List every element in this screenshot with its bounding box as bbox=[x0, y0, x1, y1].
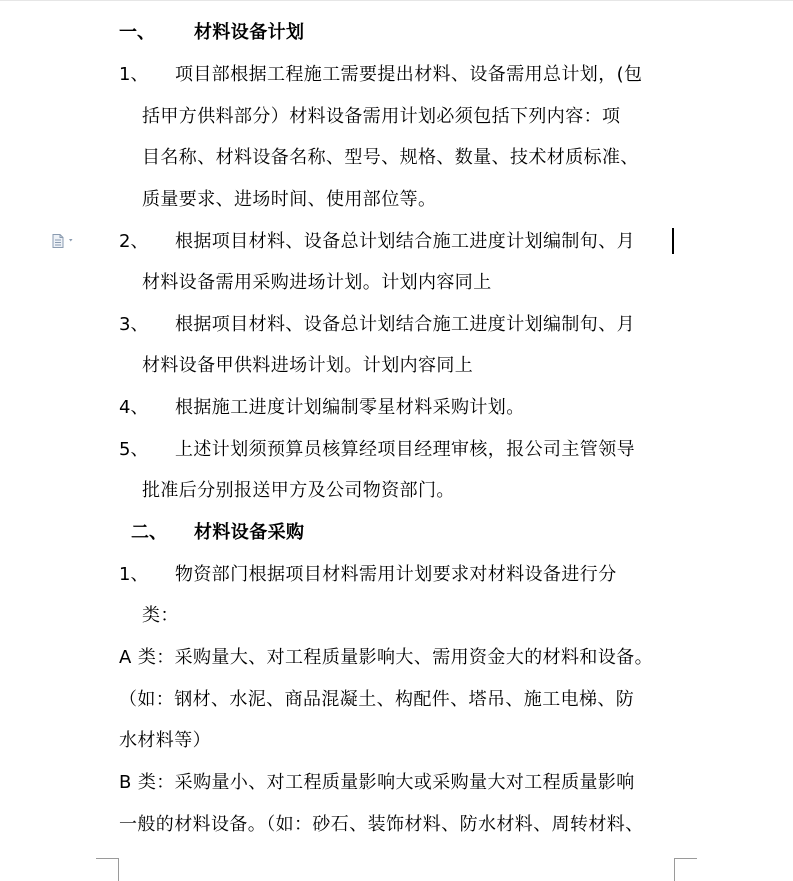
category-b-line-1: B 类：采购量小、对工程质量影响大或采购量大对工程质量影响 bbox=[119, 772, 635, 793]
paragraph-menu-button[interactable] bbox=[52, 233, 78, 247]
chevron-down-icon bbox=[69, 239, 73, 242]
item-1-line-3: 目名称、材料设备名称、型号、规格、数量、技术材质标准、 bbox=[142, 147, 639, 168]
item-3-number: 3、 bbox=[119, 314, 149, 335]
item-1-line-1: 项目部根据工程施工需要提出材料、设备需用总计划，(包 bbox=[175, 64, 643, 85]
text-cursor bbox=[672, 228, 674, 254]
section-2-title: 材料设备采购 bbox=[194, 522, 305, 543]
item-5-line-1: 上述计划须预算员核算经项目经理审核，报公司主管领导 bbox=[175, 439, 635, 460]
page-top-border bbox=[0, 0, 793, 1]
section-2-item-1-line-1: 物资部门根据项目材料需用计划要求对材料设备进行分 bbox=[175, 564, 617, 585]
category-a-line-2: （如：钢材、水泥、商品混凝土、构配件、塔吊、施工电梯、防 bbox=[119, 689, 635, 710]
item-5-line-2: 批准后分别报送甲方及公司物资部门。 bbox=[142, 480, 455, 501]
item-4-number: 4、 bbox=[119, 397, 149, 418]
item-2-number: 2、 bbox=[119, 231, 149, 252]
item-1-number: 1、 bbox=[119, 64, 149, 85]
category-a-line-1: A 类：采购量大、对工程质量影响大、需用资金大的材料和设备。 bbox=[119, 647, 654, 668]
item-1-line-4: 质量要求、进场时间、使用部位等。 bbox=[142, 189, 437, 210]
page-corner-mark-right bbox=[674, 858, 697, 881]
item-1-line-2: 括甲方供料部分）材料设备需用计划必须包括下列内容：项 bbox=[142, 106, 621, 127]
item-5-number: 5、 bbox=[119, 439, 149, 460]
section-2-item-1-number: 1、 bbox=[119, 564, 149, 585]
item-3-line-2: 材料设备甲供料进场计划。计划内容同上 bbox=[142, 355, 474, 376]
section-2-item-1-line-2: 类： bbox=[142, 605, 179, 626]
section-1-title: 材料设备计划 bbox=[194, 22, 305, 43]
document-icon bbox=[52, 234, 78, 248]
section-2-number: 二、 bbox=[131, 522, 167, 543]
category-b-line-2: 一般的材料设备。（如：砂石、装饰材料、防水材料、周转材料、 bbox=[119, 814, 644, 835]
page-corner-mark-left bbox=[96, 858, 119, 881]
item-2-line-2: 材料设备需用采购进场计划。计划内容同上 bbox=[142, 272, 492, 293]
item-3-line-1: 根据项目材料、设备总计划结合施工进度计划编制旬、月 bbox=[175, 314, 635, 335]
item-2-line-1: 根据项目材料、设备总计划结合施工进度计划编制旬、月 bbox=[175, 231, 635, 252]
item-4-line-1: 根据施工进度计划编制零星材料采购计划。 bbox=[175, 397, 525, 418]
category-a-line-3: 水材料等） bbox=[119, 730, 211, 751]
section-1-number: 一、 bbox=[119, 22, 155, 43]
